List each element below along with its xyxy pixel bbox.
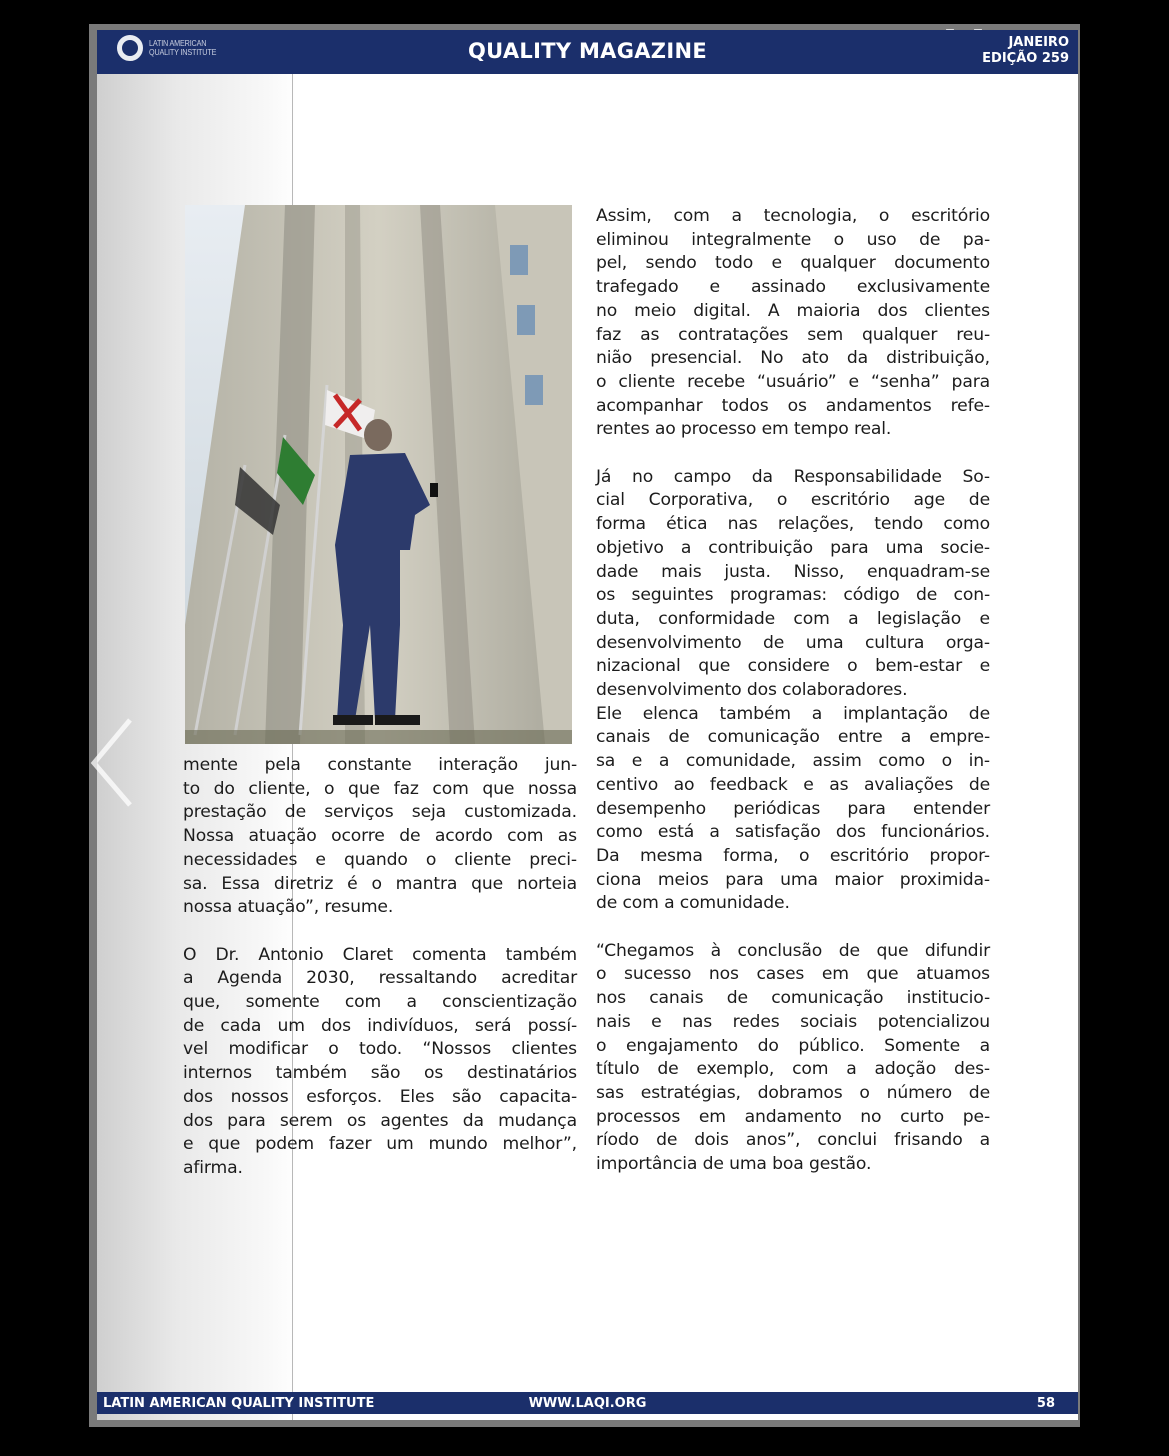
text-line: processos em andamento no curto pe- bbox=[596, 1106, 990, 1127]
text-line: dos nossos esforços. Eles são capacita- bbox=[183, 1086, 577, 1107]
paragraph bbox=[596, 703, 990, 916]
footer-website-link[interactable]: WWW.LAQI.ORG bbox=[528, 1396, 647, 1411]
text-line: que, somente com a conscientização bbox=[183, 992, 577, 1013]
text-line: ríodo de dois anos”, conclui frisando a bbox=[596, 1130, 990, 1151]
text-line: canais de comunicação entre a empre- bbox=[596, 727, 990, 748]
text-line: desenvolvimento de uma cultura orga- bbox=[596, 632, 990, 653]
article-column-right bbox=[596, 205, 990, 1177]
text-line: rentes ao processo em tempo real. bbox=[596, 419, 892, 440]
logo-line-1: LATIN AMERICAN bbox=[149, 38, 207, 48]
paragraph bbox=[183, 754, 577, 920]
text-line: sa e a comunidade, assim como o in- bbox=[596, 751, 990, 772]
text-line: dade mais justa. Nisso, enquadram-se bbox=[596, 561, 990, 582]
text-line: o cliente recebe “usuário” e “senha” para bbox=[596, 371, 990, 392]
text-line: Assim, com a tecnologia, o escritório bbox=[596, 206, 990, 226]
article-photo bbox=[185, 205, 572, 744]
text-line: eliminou integralmente o uso de pa- bbox=[596, 229, 990, 250]
photo-illustration bbox=[185, 205, 572, 744]
text-line: e que podem fazer um mundo melhor”, bbox=[183, 1134, 577, 1155]
text-line: nizacional que considere o bem-estar e bbox=[596, 656, 990, 677]
text-line: de cada um dos indivíduos, será possí- bbox=[183, 1015, 577, 1036]
text-line: dos para serem os agentes da mudança bbox=[183, 1110, 577, 1131]
text-line: Nossa atuação ocorre de acordo com as bbox=[183, 826, 577, 847]
text-line: sas estratégias, dobramos o número de bbox=[596, 1082, 990, 1103]
magazine-title: QUALITY MAGAZINE bbox=[468, 39, 707, 63]
paragraph bbox=[183, 944, 577, 1181]
person-head bbox=[364, 419, 392, 451]
text-line: forma ética nas relações, tendo como bbox=[596, 514, 990, 535]
previous-page-button[interactable] bbox=[90, 715, 135, 810]
text-line: vel modificar o todo. “Nossos clientes bbox=[183, 1039, 577, 1060]
text-line: duta, conformidade com a legislação e bbox=[596, 608, 990, 629]
issue-month: JANEIRO bbox=[1008, 35, 1069, 50]
text-line: afirma. bbox=[183, 1157, 243, 1178]
edition-info bbox=[982, 35, 1069, 67]
text-line: “Chegamos à conclusão de que difundir bbox=[596, 940, 990, 961]
text-line: O Dr. Antonio Claret comenta também bbox=[183, 944, 577, 965]
logo-line-2: QUALITY INSTITUTE bbox=[149, 47, 217, 57]
paragraph bbox=[596, 940, 990, 1177]
text-line: título de exemplo, com a adoção des- bbox=[596, 1059, 990, 1080]
text-line: importância de uma boa gestão. bbox=[596, 1154, 872, 1175]
text-line: ciona meios para uma maior proximida- bbox=[596, 869, 990, 890]
text-line: no meio digital. A maioria dos clientes bbox=[596, 300, 990, 321]
text-line: o sucesso nos cases em que atuamos bbox=[596, 964, 990, 985]
text-line: a Agenda 2030, ressaltando acreditar bbox=[183, 968, 577, 989]
article-column-left bbox=[183, 754, 577, 1181]
text-line: internos também são os destinatários bbox=[183, 1063, 577, 1084]
text-line: o engajamento do público. Somente a bbox=[596, 1035, 990, 1056]
text-line: faz as contratações sem qualquer reu- bbox=[596, 324, 990, 345]
chevron-left-icon bbox=[90, 715, 135, 810]
paragraph bbox=[596, 466, 990, 703]
page-header bbox=[97, 30, 1078, 74]
text-line: centivo ao feedback e as avaliações de bbox=[596, 774, 990, 795]
text-line: pel, sendo todo e qualquer documento bbox=[596, 253, 990, 274]
page-footer bbox=[97, 1392, 1078, 1414]
magazine-page bbox=[97, 30, 1078, 1420]
text-line: desempenho periódicas para entender bbox=[596, 798, 990, 819]
text-line: nais e nas redes sociais potencializou bbox=[596, 1011, 990, 1032]
text-line: cial Corporativa, o escritório age de bbox=[596, 490, 990, 511]
text-line: acompanhar todos os andamentos refe- bbox=[596, 395, 990, 416]
text-line: Ele elenca também a implantação de bbox=[596, 703, 990, 724]
paragraph bbox=[596, 205, 990, 442]
text-line: necessidades e quando o cliente preci- bbox=[183, 849, 577, 870]
text-line: como está a satisfação dos funcionários. bbox=[596, 822, 990, 843]
text-line: Já no campo da Responsabilidade So- bbox=[596, 466, 990, 487]
text-line: nião presencial. No ato da distribuição, bbox=[596, 348, 990, 369]
page-number: 58 bbox=[1036, 1396, 1055, 1411]
text-line: nos canais de comunicação institucio- bbox=[596, 988, 990, 1009]
footer-org-name: LATIN AMERICAN QUALITY INSTITUTE bbox=[103, 1396, 375, 1411]
text-line: Da mesma forma, o escritório propor- bbox=[596, 845, 990, 866]
text-line: mente pela constante interação jun- bbox=[183, 755, 577, 775]
text-line: de com a comunidade. bbox=[596, 893, 790, 914]
text-line: nossa atuação”, resume. bbox=[183, 897, 394, 918]
text-line: desenvolvimento dos colaboradores. bbox=[596, 680, 908, 701]
issue-number: EDIÇÃO 259 bbox=[982, 51, 1069, 66]
text-line: prestação de serviços seja customizada. bbox=[183, 802, 577, 823]
text-line: objetivo a contribuição para uma socie- bbox=[596, 537, 990, 558]
phone bbox=[430, 483, 438, 497]
text-line: os seguintes programas: código de con- bbox=[596, 585, 990, 606]
text-line: trafegado e assinado exclusivamente bbox=[596, 277, 990, 298]
text-line: sa. Essa diretriz é o mantra que norteia bbox=[183, 873, 577, 894]
text-line: to do cliente, o que faz com que nossa bbox=[183, 778, 577, 799]
